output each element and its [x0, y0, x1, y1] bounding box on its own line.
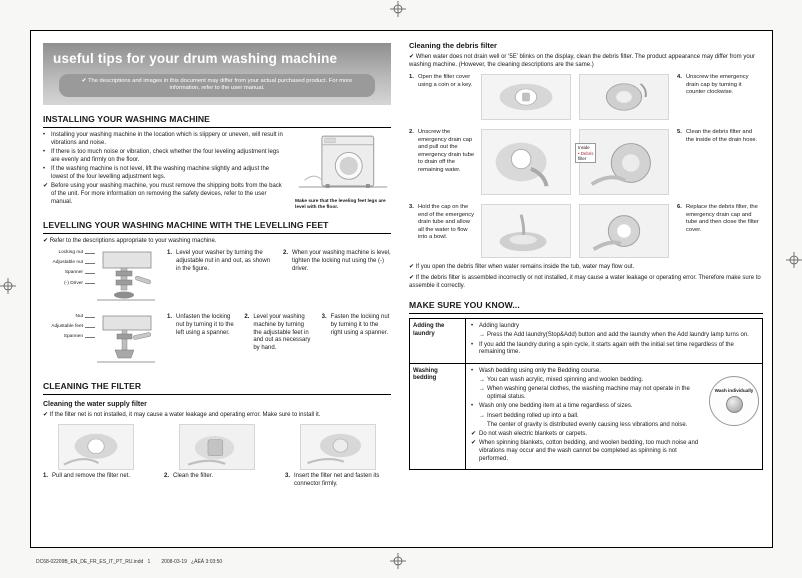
- banner-disclaimer: ✔ The descriptions and images in this document may differ from your actual purchased product. For more information, refer to the user manual.: [59, 74, 375, 97]
- label-text: Locking nut: [58, 250, 83, 256]
- levelling-steps-2: [167, 314, 391, 372]
- debris-photo-1: [481, 74, 573, 120]
- label-text: Adjustable feet: [51, 324, 83, 330]
- step-number: 1.: [409, 74, 414, 81]
- leader-line: [85, 253, 95, 254]
- figure-caption: Make sure that the leveling feet legs are level with the floor.: [295, 198, 386, 210]
- inset-callout: [575, 143, 596, 163]
- debris-step-1: [409, 74, 475, 120]
- step-photo: [579, 74, 669, 120]
- left-column: [43, 43, 391, 489]
- line-text: Adding laundry: [479, 322, 520, 329]
- washer-figure: [295, 132, 391, 211]
- filter-step-photo: [58, 424, 134, 470]
- step-text: Clean the debris filter and the inside of the drain hose.: [686, 129, 758, 143]
- step-number: 2.: [244, 314, 250, 321]
- debris-warning-2: ✔ If the debris filter is assembled incorrectly or not installed, it may cause a water leakage or operating error. Therefore make sure to assemble it correctly.: [409, 275, 761, 289]
- list-item: [471, 431, 705, 439]
- step-text: Clean the filter.: [173, 473, 214, 480]
- subsection-water-supply-filter: Cleaning the water supply filter: [43, 401, 147, 409]
- diagram-label: [43, 250, 95, 256]
- step: [285, 473, 390, 489]
- make-sure-table: [409, 318, 763, 470]
- step-text: Unscrew the emergency drain cap and pull out the emergency drain tube to drain off the remaining water.: [418, 129, 475, 173]
- cleaning-note: ✔ If the filter net is not installed, it may cause a water leakage and operating error. Make sure to install it.: [43, 412, 321, 419]
- diagram-labels: [43, 314, 95, 372]
- step-text: Unfasten the locking nut by turning it to the left using a spanner.: [176, 314, 234, 336]
- step-number: 2.: [164, 473, 170, 480]
- section-heading-cleaning-filter: CLEANING THE FILTER: [43, 381, 391, 395]
- line-text: Do not wash electric blankets or carpets.: [479, 431, 588, 438]
- table-row-adding-laundry: [410, 319, 762, 364]
- check-marker: ✔: [43, 183, 49, 190]
- line-text: Press the Add laundry(Stop&Add) button and add the laundry when the Add laundry lamp turns on.: [487, 332, 749, 339]
- bullet-marker: •: [43, 131, 46, 138]
- list-item: [43, 183, 287, 206]
- row-label: Adding the laundry: [410, 319, 466, 363]
- step: [167, 314, 236, 372]
- step-number: 2.: [283, 250, 289, 257]
- levelling-diagram-2-block: [43, 314, 391, 372]
- leader-line: [85, 317, 95, 318]
- line-text: When washing general clothes, the washing machine may not operate in the optimal status.: [487, 386, 690, 400]
- step: [283, 250, 391, 308]
- bullet-text: If there is too much noise or vibration, check whether the four leveling adjustment legs are evenly and firmly on the floor.: [51, 148, 280, 163]
- line-text: Insert bedding rolled up into a ball.: [487, 412, 579, 419]
- step-number: 1.: [167, 250, 173, 257]
- step-text: Insert the filter net and fasten its connector firmly.: [294, 473, 380, 487]
- levelling-steps-1: [167, 250, 391, 308]
- row-label: Washing bedding: [410, 364, 466, 470]
- diagram-label: [43, 314, 95, 320]
- debris-intro: ✔ When water does not drain well or ‘5E’ blinks on the display, clean the debris filter. The product appearance may differ from your washing machine. (However, the cleaning descriptions are the same.): [409, 53, 755, 68]
- list-item: [43, 149, 287, 165]
- manual-page: [30, 30, 773, 548]
- inset-line: Inside: [578, 145, 590, 151]
- row-content: [466, 319, 762, 363]
- step-number: 6.: [677, 204, 682, 211]
- leader-line: [85, 283, 95, 284]
- step-number: 1.: [43, 473, 49, 480]
- arrow-marker: →: [479, 332, 485, 339]
- debris-steps-grid: [409, 74, 763, 258]
- filter-steps-row: [43, 424, 391, 489]
- label-text: (-) Driver: [64, 280, 83, 286]
- step-photo: [481, 204, 571, 258]
- step-photo: [481, 129, 571, 195]
- row-content: [466, 364, 762, 470]
- debris-photo-4: [579, 74, 671, 120]
- step: [167, 250, 275, 308]
- installing-section: [43, 132, 391, 211]
- step-photo: [579, 204, 669, 258]
- arrow-marker: →: [479, 376, 485, 383]
- step-text: Replace the debris filter, the emergency drain cap and tube and then close the filter cover.: [686, 204, 759, 233]
- bullet-marker: •: [43, 165, 46, 172]
- debris-photo-5: [579, 129, 671, 195]
- list-item: [479, 413, 705, 421]
- leader-line: [85, 327, 95, 328]
- debris-warning-1: ✔ If you open the debris filter when water remains inside the tub, water may flow out.: [409, 264, 635, 271]
- step-text: Unscrew the emergency drain cap by turning it counter clockwise.: [686, 74, 749, 96]
- filter-step-photo: [300, 424, 376, 470]
- leader-line: [85, 263, 95, 264]
- step-number: 5.: [677, 129, 682, 136]
- diagram-labels: [43, 250, 95, 308]
- adjustable-feet-illustration: [95, 314, 157, 372]
- step-text: Level your washing machine by turning the adjustable feet in and out as necessary by hand.: [253, 314, 311, 352]
- step: [322, 314, 391, 372]
- debris-step-4: [677, 74, 759, 120]
- check-marker: ✔: [471, 431, 477, 438]
- bedding-ball-icon: [726, 396, 743, 413]
- step-number: 4.: [677, 74, 682, 81]
- bullet-text: Before using your washing machine, you must remove the shipping bolts from the back of the unit. For more information on removing the safety devices, refer to the user manual.: [51, 183, 282, 205]
- line-text: Wash bedding using only the Bedding course.: [479, 367, 601, 374]
- section-heading-levelling: LEVELLING YOUR WASHING MACHINE WITH THE LEVELLING FEET: [43, 220, 391, 234]
- list-item: [487, 422, 705, 430]
- diagram-label: [43, 324, 95, 330]
- step-text: Level your washer by turning the adjustable nut in and out, as shown in the figure.: [176, 250, 271, 272]
- debris-step-5: [677, 129, 759, 195]
- inset-line: filter: [578, 155, 587, 161]
- step: [43, 473, 148, 481]
- list-item: [471, 403, 705, 411]
- arrow-marker: →: [479, 412, 485, 419]
- list-item: [479, 332, 753, 340]
- bullet-marker: •: [471, 403, 474, 410]
- bullet-marker: •: [471, 322, 474, 329]
- bullet-text: Installing your washing machine in the location which is slippery or uneven, will result in vibrations and noise.: [51, 131, 283, 146]
- leader-line: [85, 273, 95, 274]
- right-column: [409, 41, 763, 470]
- wash-individually-badge: [709, 376, 759, 426]
- label-text: Nut: [75, 314, 83, 320]
- adjustable-nut-illustration: [95, 250, 157, 308]
- step-text: When your washing machine is level, tighten the locking nut using the (-) driver.: [292, 250, 391, 272]
- list-item: [471, 368, 705, 376]
- bullet-marker: •: [43, 148, 46, 155]
- diagram-label: [43, 334, 95, 340]
- section-heading-installing: INSTALLING YOUR WASHING MACHINE: [43, 114, 391, 128]
- leader-line: [85, 337, 95, 338]
- line-text: When spinning blankets, cotton bedding, and woolen bedding, too much noise and vibrations may occur and the wash cannot be completed as spinning is not performed.: [479, 440, 699, 463]
- filter-step-1: [43, 424, 148, 489]
- bullet-marker: •: [471, 341, 474, 348]
- check-marker: ✔: [471, 440, 477, 447]
- registration-mark-icon: [390, 1, 406, 17]
- step-number: 1.: [167, 314, 173, 321]
- list-item: [471, 440, 705, 463]
- diagram-label: [43, 281, 95, 287]
- step-photo: [481, 74, 571, 120]
- list-item: [479, 386, 705, 402]
- label-text: Spannen: [63, 334, 83, 340]
- filter-step-photo: [179, 424, 255, 470]
- line-text: Wash only one bedding item at a time regardless of sizes.: [479, 403, 633, 410]
- step-text: Open the filter cover using a coin or a key.: [418, 74, 473, 88]
- step-text: Hold the cap on the end of the emergency drain tube and allow all the water to flow into a bowl.: [418, 204, 475, 241]
- diagram-2: [43, 314, 161, 372]
- debris-step-3: [409, 204, 475, 258]
- print-footer: DC68-02209B_EN_DE_FR_ES_IT_PT_RU.indd 1 2008-03-19 ¿ÀÈÄ 3:03:50: [36, 559, 223, 565]
- diagram-1: [43, 250, 161, 308]
- filter-step-2: [164, 424, 269, 489]
- filter-step-3: [285, 424, 390, 489]
- debris-step-2: [409, 129, 475, 195]
- diagram-label: [43, 260, 95, 266]
- installing-bullets: [43, 132, 287, 211]
- label-text: Adjustable nut: [52, 260, 83, 266]
- debris-step-6: [677, 204, 759, 258]
- debris-photo-3: [481, 204, 573, 258]
- section-heading-make-sure: MAKE SURE YOU KNOW...: [409, 300, 763, 314]
- step: [164, 473, 269, 481]
- debris-photo-6: [579, 204, 671, 258]
- list-item: [43, 132, 287, 148]
- step-number: 3.: [321, 314, 327, 321]
- step-text: Pull and remove the filter net.: [52, 473, 131, 480]
- label-text: Spanner: [64, 270, 83, 276]
- step-text: Fasten the locking nut by turning it to the right using a spanner.: [330, 314, 390, 336]
- bullet-text: If the washing machine is not level, lift the washing machine slightly and adjust the lowest of the four levelling adjustment legs.: [51, 165, 270, 180]
- step-number: 2.: [409, 129, 414, 136]
- line-text: You can wash acrylic, mixed spinning and woolen bedding.: [487, 376, 644, 383]
- content-lines: [471, 368, 705, 464]
- list-item: [471, 323, 753, 331]
- section-heading-debris-filter: Cleaning the debris filter: [409, 41, 497, 50]
- diagram-label: [43, 270, 95, 276]
- bullet-marker: •: [471, 367, 474, 374]
- step-number: 3.: [285, 473, 291, 480]
- inset-line: • Debris: [578, 150, 594, 156]
- table-row-washing-bedding: [410, 364, 762, 470]
- content-lines: [471, 323, 753, 357]
- step-number: 3.: [409, 204, 414, 211]
- title-banner: [43, 43, 391, 105]
- list-item: [471, 342, 753, 358]
- washing-machine-illustration: [295, 132, 391, 194]
- line-text: The center of gravity is distributed evenly causing less vibrations and noise.: [487, 421, 688, 428]
- levelling-note: ✔ Refer to the descriptions appropriate to your washing machine.: [43, 238, 217, 245]
- debris-photo-2: [481, 129, 573, 195]
- list-item: [479, 377, 705, 385]
- arrow-marker: →: [479, 386, 485, 393]
- list-item: [43, 166, 287, 182]
- line-text: If you add the laundry during a spin cycle, it starts again with the initial set time regardless of the remaining time.: [479, 341, 734, 356]
- page-title: useful tips for your drum washing machine: [53, 51, 338, 66]
- registration-mark-icon: [786, 252, 802, 268]
- levelling-diagram-1-block: [43, 250, 391, 308]
- badge-label: Wash individually: [714, 388, 754, 394]
- registration-mark-icon: [0, 278, 16, 294]
- step: [244, 314, 313, 372]
- registration-mark-icon: [390, 553, 406, 569]
